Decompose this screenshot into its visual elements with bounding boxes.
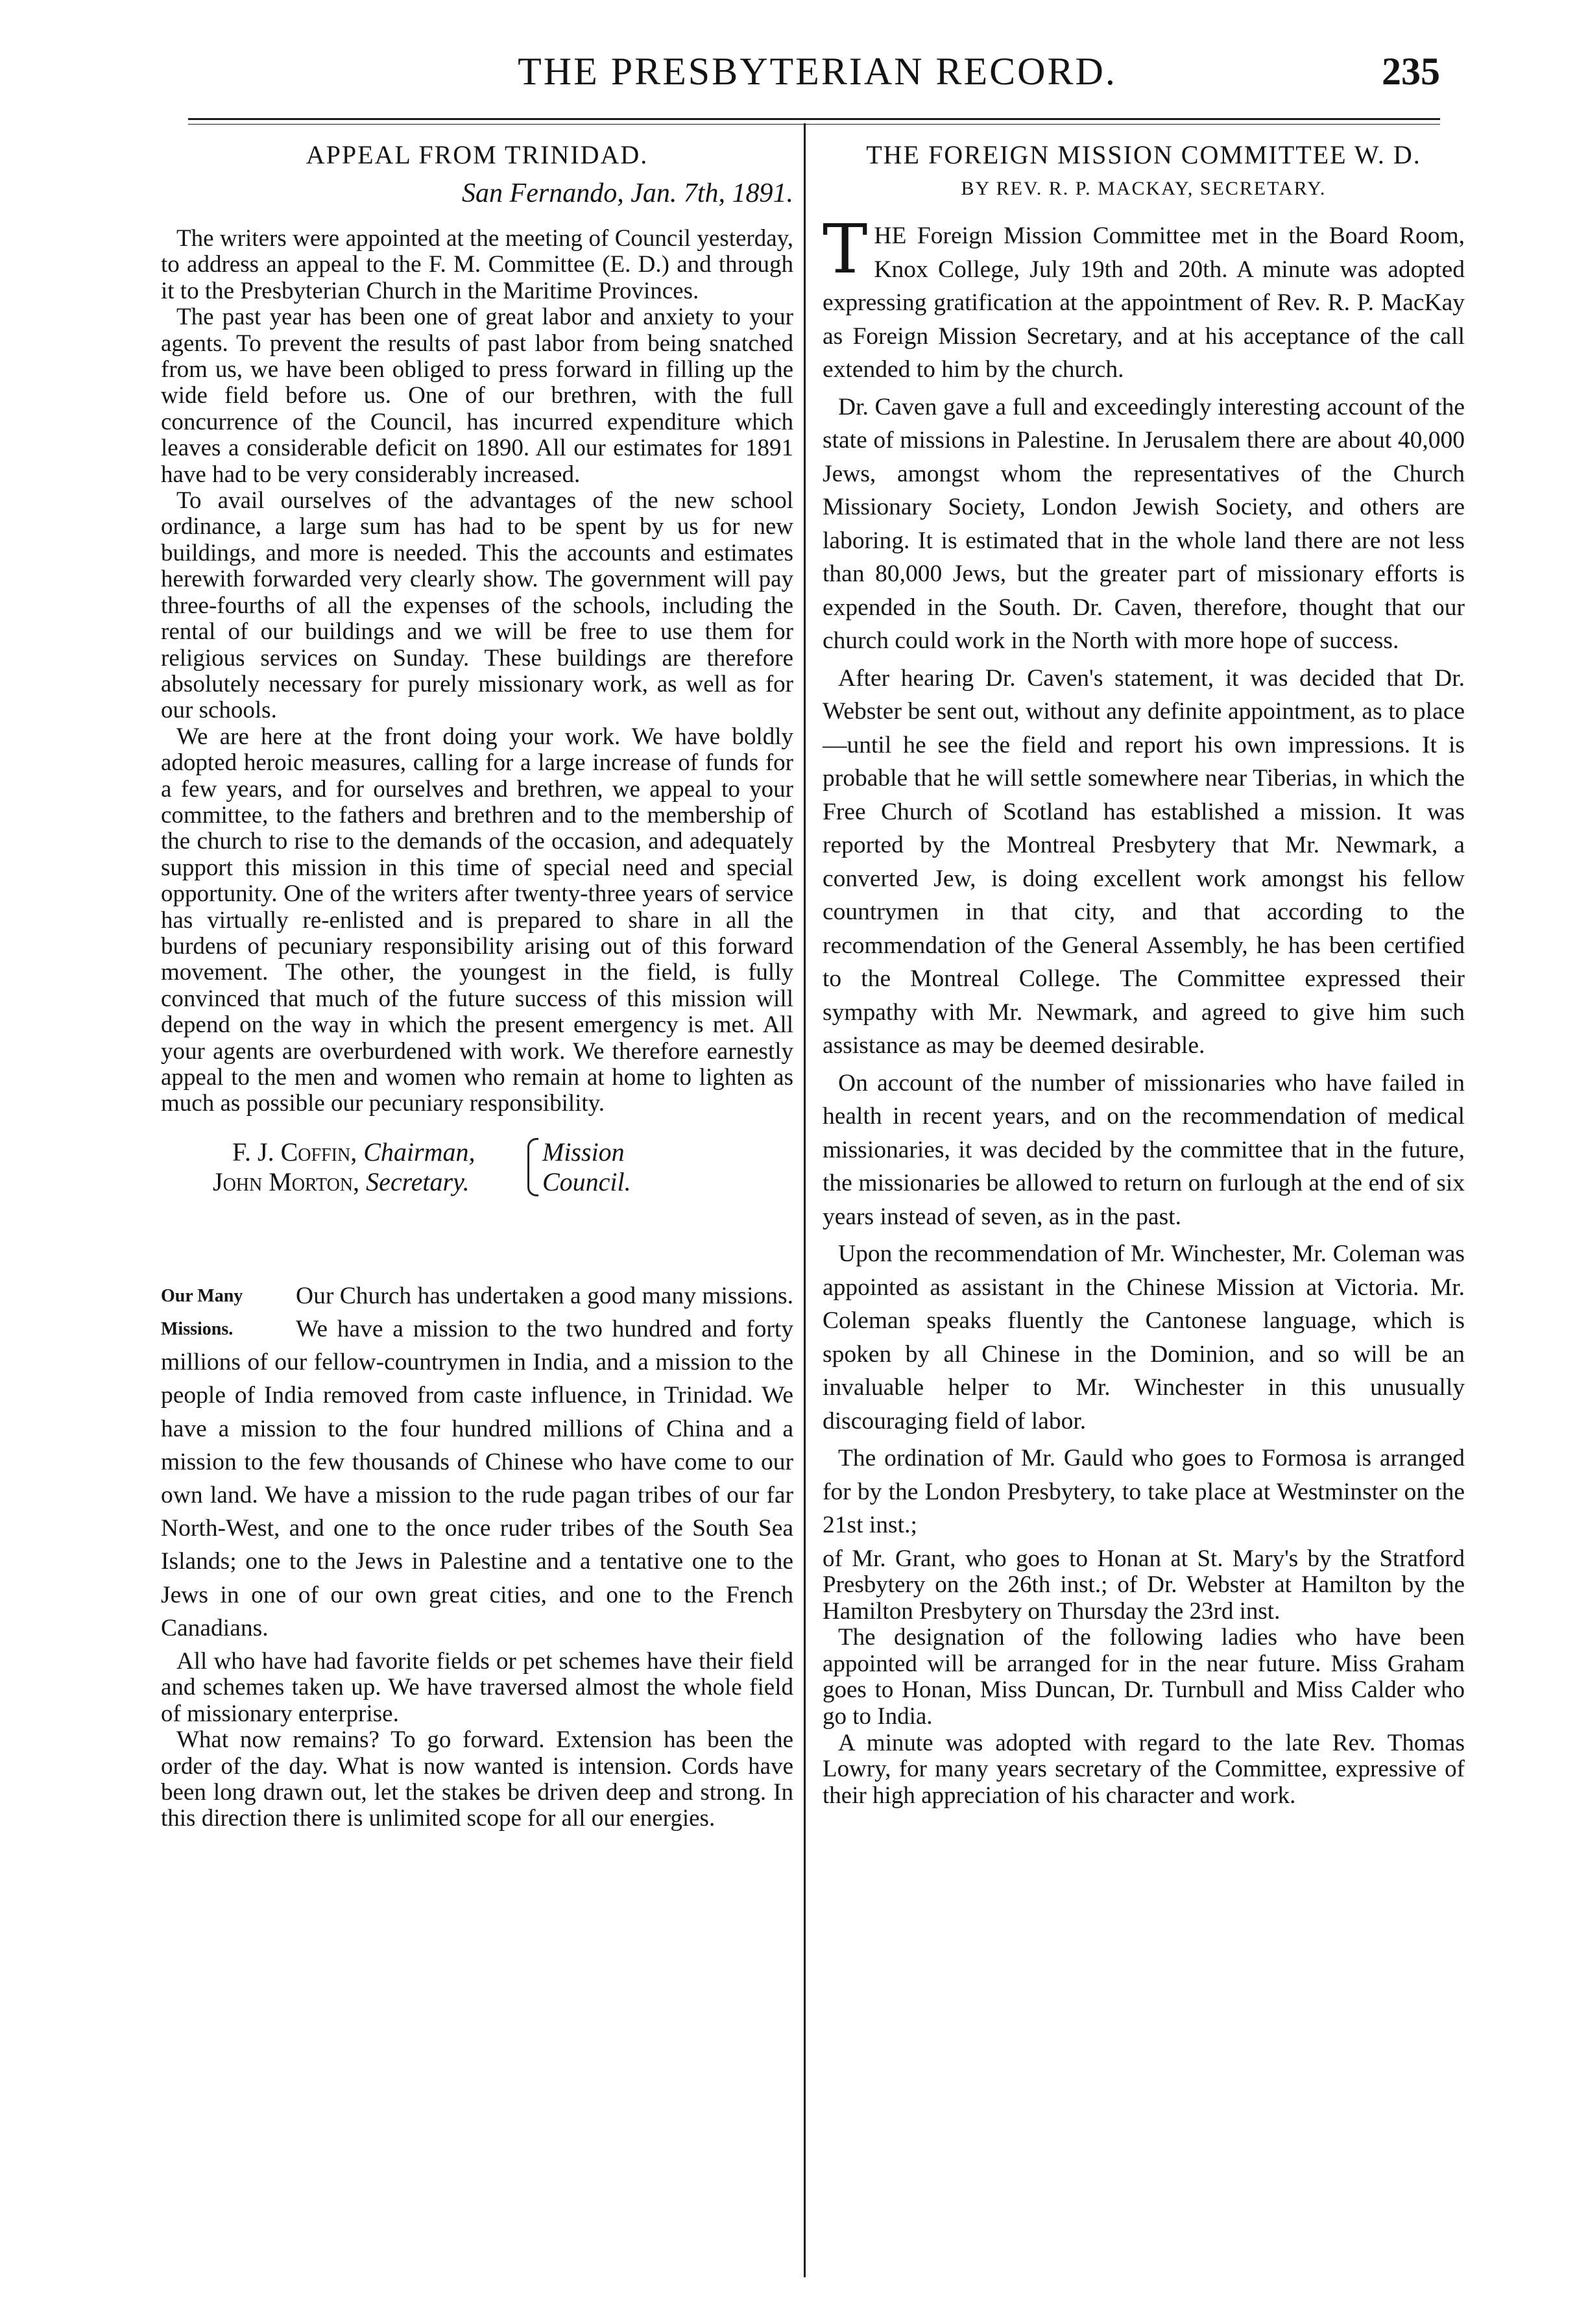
our-many-body-continued — [161, 1649, 793, 1832]
our-many-paragraph: All who have had favorite fields or pet schemes have their field and schemes taken up. We have traversed almost the whole field of missionary enterprise. — [161, 1648, 793, 1727]
first-paragraph-text: HE Foreign Mission Committee met in the Board Room, Knox College, July 19th and 20th. A minute was adopted expressing gratification at the appointment of Rev. R. P. MacKay as Foreign Mission Secretary, and at his acceptance of the call extended to him by the church. — [823, 223, 1465, 383]
committee-paragraph: of Mr. Grant, who goes to Honan at St. Mary's by the Stratford Presbytery on the 26th inst.; of Dr. Webster at Hamilton by the Hamilton Presbytery on Thursday the 23rd inst. — [823, 1545, 1465, 1625]
appeal-body — [161, 226, 793, 1117]
committee-paragraph: On account of the number of missionaries who have failed in health in recent years, and on the recommendation of medical missionaries, it was decided by the committee that in the future, the missionaries be allowed to return on furlough at the end of six years instead of seven, as in the past. — [823, 1069, 1465, 1230]
side-heading — [161, 1279, 291, 1346]
appeal-heading: APPEAL FROM TRINIDAD. — [306, 140, 649, 169]
signatory-name-1: F. J. Coffin, — [232, 1137, 357, 1167]
our-many-paragraph: What now remains? To go forward. Extension has been the order of the day. What is now wanted is intension. Cords have been long drawn out, let the stakes be driven deep and strong. In this direction there is unlimited scope for all our energies. — [161, 1726, 793, 1832]
committee-paragraph — [823, 210, 1465, 387]
masthead — [188, 49, 1440, 108]
left-column — [161, 133, 793, 2274]
appeal-paragraph: The writers were appointed at the meeting of Council yesterday, to address an appeal to the F. M. Committee (E. D.) and through it to the Presbyterian Church in the Maritime Provinces. — [161, 225, 793, 304]
council-label-2: Council. — [542, 1167, 631, 1196]
signatory-role-1: Chairman, — [363, 1137, 475, 1167]
signature-line-2 — [213, 1167, 470, 1197]
signature-brace — [527, 1138, 538, 1196]
drop-cap: T — [823, 210, 868, 289]
council-label-1: Mission — [542, 1137, 625, 1167]
committee-body-continued — [823, 1546, 1465, 1810]
appeal-dateline: San Fernando, Jan. 7th, 1891. — [462, 178, 793, 208]
our-many-paragraph: Our Church has undertaken a good many missions. We have a mission to the two hundred and forty millions of our fellow-countrymen in India, and a mission to the people of India removed from caste influence, in Trinidad. We have a mission to the four hundred millions of China and a mission to the few thousands of Chinese who have come to our own land. We have a mission to the rude pagan tribes of our far North-West, and one to the once ruder tribes of the South Sea Islands; one to the Jews in Palestine and a tentative one to the Jews in one of our own great cities, and one to the French Canadians. — [161, 1282, 793, 1641]
signatory-name-2: John Morton, — [213, 1167, 360, 1196]
side-heading-line-2: Missions. — [161, 1318, 234, 1339]
side-heading-line-1: Our Many — [161, 1285, 243, 1306]
signatory-role-2: Secretary. — [366, 1167, 470, 1196]
masthead-rule — [188, 118, 1440, 125]
committee-paragraph: The ordination of Mr. Gauld who goes to Formosa is arranged for by the London Presbytery, to take place at Westminster on the 21st inst.; — [823, 1445, 1465, 1538]
column-divider — [804, 123, 806, 2277]
appeal-paragraph: We are here at the front doing your work. We have boldly adopted heroic measures, calling for a large increase of funds for a few years, and for ourselves and brethren, we appeal to your committee, to the fathers and brethren and to the membership of the church to rise to the demands of the occasion, and adequately support this mission in this time of special need and special opportunity. One of the writers after twenty-three years of service has virtually re-enlisted and is prepared to share in all the burdens of pecuniary responsibility arising out of this forward movement. The other, the youngest in the field, is fully convinced that much of the future success of this mission will depend on the way in which the present emergency is met. All your agents are overburdened with work. We therefore earnestly appeal to the men and women who remain at home to lighten as much as possible our pecuniary responsibility. — [161, 723, 793, 1117]
committee-paragraph: The designation of the following ladies who have been appointed will be arranged for in the near future. Miss Graham goes to Honan, Miss Duncan, Dr. Turnbull and Miss Calder who go to India. — [823, 1624, 1465, 1730]
committee-paragraph: Dr. Caven gave a full and exceedingly interesting account of the state of missions in Palestine. In Jerusalem there are about 40,000 Jews, amongst whom the representatives of the Church Missionary Society, London Jewish Society, and others are laboring. It is estimated that in the whole land there are not less than 80,000 Jews, but the greater part of missionary efforts is expended in the South. Dr. Caven, therefore, thought that our church could work in the North with more hope of success. — [823, 393, 1465, 654]
signature-line-1 — [232, 1137, 475, 1167]
committee-byline: BY REV. R. P. MACKAY, SECRETARY. — [961, 178, 1327, 199]
our-many-missions-section — [161, 1279, 793, 1832]
right-column — [823, 133, 1465, 2274]
appeal-signature — [161, 1137, 793, 1208]
committee-body — [823, 210, 1465, 1542]
committee-paragraph: After hearing Dr. Caven's statement, it was decided that Dr. Webster be sent out, without any definite appointment, as to place—until he see the field and report his own impressions. It is probable that he will settle somewhere near Tiberias, in which the Free Church of Scotland has established a mission. It was reported by the Montreal Presbytery that Mr. Newmark, a converted Jew, is doing excellent work amongst his fellow countrymen in that city, and that according to the recommendation of the General Assembly, he has been certified to the Montreal College. The Committee expressed their sympathy with Mr. Newmark, and agreed to give him such assistance as may be deemed desirable. — [823, 664, 1465, 1059]
committee-paragraph: Upon the recommendation of Mr. Winchester, Mr. Coleman was appointed as assistant in the Chinese Mission at Victoria. Mr. Coleman speaks fluently the Cantonese language, which is spoken by all Chinese in the Dominion, and so will be an invaluable helper to Mr. Winchester in this unusually discouraging field of labor. — [823, 1241, 1465, 1434]
committee-heading: THE FOREIGN MISSION COMMITTEE W. D. — [866, 140, 1421, 169]
page-number: 235 — [1382, 50, 1440, 93]
appeal-paragraph: To avail ourselves of the advantages of the new school ordinance, a large sum has had to be spent by us for new buildings, and more is needed. This the accounts and estimates herewith forwarded very clearly show. The government will pay three-fourths of all the expenses of the schools, including the rental of our buildings and we will be free to use them for religious services on Sunday. These buildings are therefore absolutely necessary for purely missionary work, as well as for our schools. — [161, 487, 793, 724]
committee-paragraph: A minute was adopted with regard to the late Rev. Thomas Lowry, for many years secretary of the Committee, expressive of their high appreciation of his character and work. — [823, 1729, 1465, 1809]
appeal-paragraph: The past year has been one of great labor and anxiety to your agents. To prevent the results of past labor from being snatched from us, we have been obliged to press forward in filling up the wide field before us. One of our brethren, with the full concurrence of the Council, has incurred expenditure which leaves a considerable deficit on 1890. All our estimates for 1891 have had to be very considerably increased. — [161, 304, 793, 488]
publication-title: THE PRESBYTERIAN RECORD. — [518, 50, 1117, 93]
